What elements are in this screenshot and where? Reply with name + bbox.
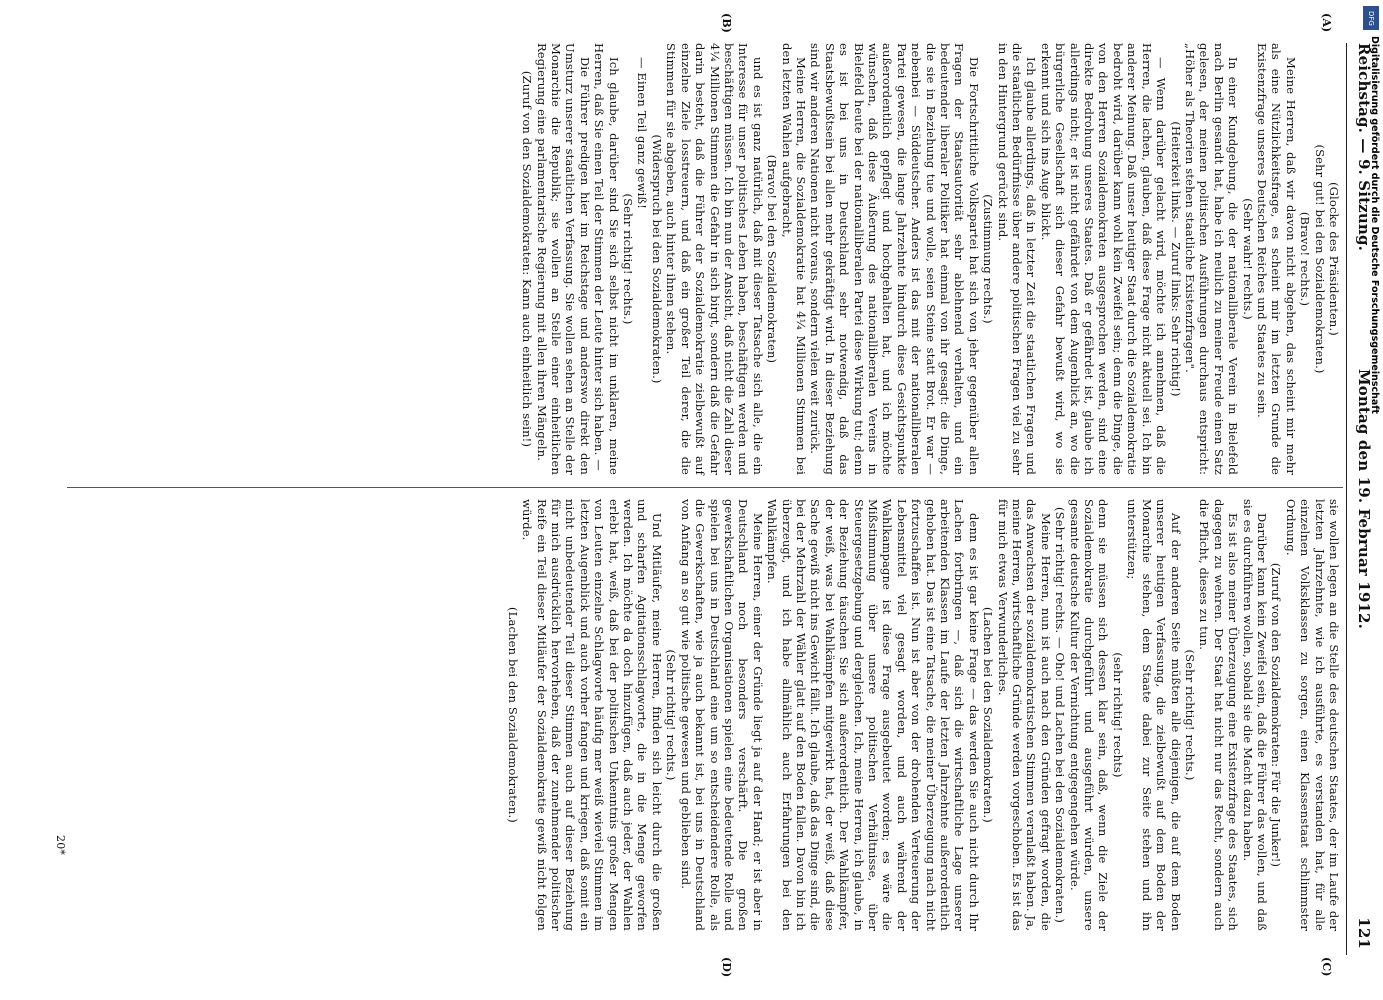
interjection: (Sehr richtig! rechts. — Oho! und Lachen bei den Sozialdemokraten.) bbox=[1053, 506, 1068, 924]
paragraph: Ich glaube, darüber sind Sie sich selbst nicht im unklaren, meine Herren, daß Sie einen Teil der Stimmen der Leute hinter sich haben. — bbox=[592, 43, 621, 475]
paragraph: In einer Kundgebung, die der nationalliberale Verein in Bielefeld nach Berlin gesandt hat, habe ich neulich zu meiner Freude einen Satz gelesen, der meinen politischen Ausführungen durchaus entspricht: „Höher als Theorien stehen staatliche Existenzfragen". bbox=[1182, 43, 1241, 475]
paragraph: Ich glaube allerdings, daß in letzter Zeit die staatlichen Fragen und die staatlichen Bedürfnisse über andere politischen Fragen viel zu sehr in den Hintergrund gerückt sind. bbox=[995, 43, 1039, 475]
interjection: (Sehr gut! bei den Sozialdemokraten.) bbox=[1312, 144, 1327, 374]
header-rule bbox=[1346, 43, 1347, 955]
paragraph: Die Fortschrittliche Volkspartei hat sich von jeher gegenüber allen Fragen der Staatsautorität sehr ablehnend verhalten, und ein bedeutender liberaler Politiker hat einmal von ihr gesagt: die Dinge, die sie in Beziehung tue und wolle, seien Steine statt Brot. Er war — nebenbei — Süddeutscher. Anders ist das mit der nationalliberalen Partei gewesen, die lange Jahrzehnte hindurch diese Gesichtspunkte außerordentlich gepflegt und hochgehalten hat, und ich möchte wünschen, daß diese Äußerung des nationalliberalen Vereins in Bielefeld heute bei der nationalliberalen Partei diese Wirkung tut; denn es ist bei uns in Deutschland sehr notwendig, daß das Staatsbewußtsein bei allen mehr gekräftigt wird. In dieser Beziehung sind wir anderen Nationen nicht voraus, sondern vielen weit zurück. bbox=[808, 43, 981, 475]
margin-marker-b: (B) bbox=[720, 13, 733, 34]
header-date: Montag den 19. Februar 1912. bbox=[1355, 368, 1373, 630]
right-column bbox=[67, 499, 1341, 931]
interjection: (Zuruf von den Sozialdemokraten: Kann auch einheitlich sein!) bbox=[520, 70, 535, 448]
paragraph: Meine Herren, einer der Gründe liegt ja auf der Hand; er ist aber in Deutschland noch besonders verschärft. Die großen gewerkschaftlichen Organisationen spielen eine bedeutende Rolle und spielen bei uns in Deutschland eine um so entscheidendere Rolle, als die Gewerkschaften, wie ja auch bekannt ist, bei uns in Deutschland von Anfang an so gut wie politische gewesen und geblieben sind. bbox=[678, 499, 765, 931]
dfg-credit-text: Digitalisierung gefördert durch die Deutsche Forschungsgemeinschaft bbox=[1369, 36, 1380, 414]
interjection: (Lachen bei den Sozialdemokraten.) bbox=[981, 607, 996, 823]
interjection: (Sehr richtig! rechts.) bbox=[1182, 649, 1197, 781]
paragraph: und es ist ganz natürlich, daß mit dieser Tatsache sich alle, die ein Interesse für unser politisches Leben haben, beschäftigen werden und beschäftigen müssen. Ich bin nun der Ansicht, daß nicht die Zahl dieser 4¼ Millionen Stimmen die Gefahr in sich birgt, sondern daß die Gefahr darin besteht, daß die Führer der Sozialdemokratie zielbewußt auf einzelne Ziele losstreuern, und daß ein großer Teil derer, die die Stimmen für sie abgeben, auch hinter ihnen stehen. bbox=[664, 43, 765, 475]
paragraph: Meine Herren, daß wir davon nicht abgehen, das scheint mir mehr als eine Nützlichkeitsfrage, es scheint mir im letzten Grunde die Existenzfrage unseres Deutschen Reiches und Staates zu sein. bbox=[1254, 43, 1298, 475]
left-column bbox=[67, 43, 1341, 475]
footnote-marker: 20* bbox=[54, 835, 68, 855]
paragraph: Und Mitläufer, meine Herren, finden sich leicht durch die großen und scharfen Agitationsschlagworte, die in die Menge geworfen werden. Ich möchte da doch hinzufügen, daß auch jeder, der Wahlen erlebt hat, weiß, daß bei der politischen Unkenntnis großer Mengen von Leuten einzelne Schlagworte häufig mer weiß wieviel Stimmen im letzten Augenblick und auch vorher fangen und kriegen, daß somit ein nicht unbedeutender Teil dieser Stimmen auch auf dieser Beziehung für mich ausdrücklich hervorheben, daß der zunehmender politischer Reife ein Teil dieser Mitläufer der Sozialdemokratie gewiß nicht folgen würde. bbox=[520, 499, 664, 931]
paragraph: — Einen Teil ganz gewiß! bbox=[635, 57, 650, 210]
interjection: (Glocke des Präsidenten.) bbox=[1327, 182, 1341, 336]
paragraph: denn sie müssen sich dessen klar sein, daß, wenn die Ziele der Sozialdemokratie durchgeführt und ausgeführt würden, unsere gesamte deutsche Kultur der Vernichtung entgegengehen würde. bbox=[1067, 499, 1111, 931]
paragraph: Darüber kann kein Zweifel sein, daß die Führer das wollen, und daß sie es durchführen wollen, sobald sie die Macht dazu haben. bbox=[1240, 499, 1269, 931]
paragraph: Es ist also meiner Überzeugung eine Existenzfrage des Staates, sich dagegen zu wehren. Der Staat hat nicht nur das Recht, sondern auch die Pflicht, dieses zu tun. bbox=[1197, 499, 1241, 931]
paragraph: Auf der anderen Seite müßten alle diejenigen, die auf dem Boden unserer heutigen Verfassung, die zielbewußt auf dem Boden der Monarchie stehen, dem Staate dabei zur Seite stehen und ihn unterstützen; bbox=[1125, 499, 1183, 931]
paragraph: denn es ist gar keine Frage — das werden Sie auch nicht durch Ihr Lachen fortbringen —, daß sich die wirtschaftliche Lage unserer arbeitenden Klassen im Laufe der letzten Jahrzehnte außerordentlich gehoben hat. Das ist eine Tatsache, die meiner Überzeugung nach nicht fortzuschaffen ist. Nun ist aber von der drohenden Verteuerung der Lebensmittel viel gesagt worden, und auch während der Wahlkampagne ist diese Frage ausgebeutet worden; es wäre die Mißstimmung über unsere politischen Verhältnisse, über Steuergesetzgebung und dergleichen. Ich, meine Herren, ich glaube, in der Beziehung täuschen Sie sich außerordentlich. Der Wahlkämpfer, der weiß, was bei Wahlkämpfen mitgewirkt hat, der weiß, daß diese Sache gewiß nicht ins Gewicht fällt. Ich glaube, daß das Dinge sind, die bei der Mehrzahl der Wähler glatt auf den Boden fallen. Davon bin ich überzeugt, und ich habe allmählich auch Erfahrungen bei den Wahlkämpfen. bbox=[765, 499, 981, 931]
interjection: (Sehr richtig! rechts.) bbox=[664, 649, 679, 781]
interjection: (Zuruf von den Sozialdemokraten: Für die Junker!) bbox=[1269, 562, 1284, 868]
interjection: (Heiterkeit links. — Zuruf links: Sehr richtig!) bbox=[1168, 121, 1183, 397]
margin-marker-c: (C) bbox=[1320, 957, 1333, 977]
paragraph: sie wollen legen an die Stelle des deutschen Staates, der im Laufe der letzten Jahrzehnte, wie ich ausführte, es verstanden hat, für alle einzelnen Volksklassen zu sorgen, einen Klassenstaat schlimmster Ordnung. bbox=[1283, 499, 1341, 931]
dfg-sidebar bbox=[1355, 0, 1383, 1000]
interjection: (Bravo! rechts.) bbox=[1298, 211, 1313, 307]
interjection: (Sehr wahr! rechts.) bbox=[1240, 198, 1255, 320]
paragraph: Meine Herren, nun ist auch nach den Gründen gefragt worden, die das Anwachsen der sozialdemokratischen Stimmen veranlaßt haben. Ja, meine Herren, wirtschaftliche Gründe werden vorgeschoben. Es ist das für mich etwas Verwunderliches. bbox=[995, 499, 1053, 931]
paragraph: Die Führer predigen hier im Reichstage und anderswo direkt den Umsturz unserer staatlichen Verfassung. Sie wollen sehen an Stelle der Monarchie die Republik; sie wollen an Stelle einer einheitlichen Regierung eine parlamentarische Regierung mit allen ihren Mängeln. bbox=[534, 43, 592, 475]
header-left: Reichstag. — 9. Sitzung. bbox=[1355, 43, 1373, 251]
dfg-logo: DFG bbox=[1363, 6, 1379, 30]
column-divider bbox=[67, 487, 1343, 488]
interjection: (Zustimmung rechts.) bbox=[981, 194, 996, 324]
interjection: (sehr richtig! rechts) bbox=[1110, 652, 1125, 778]
interjection: (Sehr richtig! rechts.) bbox=[621, 193, 636, 325]
paragraph: — Wenn darüber gelacht wird, möchte ich annehmen, daß die Herren, die lachen, glauben, daß diese Frage nicht aktuell sei. Ich bin anderer Meinung. Daß unser heutiger Staat durch die Sozialdemokratie bedroht wird, darüber kann wohl kein Zweifel sein; denn die Dinge, die von den Herren Sozialdemokraten ausgesprochen werden, sind eine direkte Bedrohung unseres Staates. Daß er gefährdet ist, glaube ich allerdings nicht; er ist nicht gefährdet von dem Augenblick an, wo die bürgerliche Gesellschaft sich dieser Gefahr bewußt wird, wo sie erkennt und sich ins Auge blickt. bbox=[1038, 43, 1169, 475]
interjection: (Widerspruch bei den Sozialdemokraten.) bbox=[649, 134, 664, 384]
page-number: 121 bbox=[1355, 917, 1373, 949]
interjection: (Bravo! bei den Sozialdemokraten) bbox=[765, 154, 780, 364]
interjection: (Lachen bei den Sozialdemokraten.) bbox=[505, 607, 520, 823]
paragraph: Meine Herren, die Sozialdemokratie hat 4¼ Millionen Stimmen bei den letzten Wahlen aufgebracht, bbox=[779, 43, 808, 475]
margin-marker-d: (D) bbox=[720, 957, 733, 978]
margin-marker-a: (A) bbox=[1320, 13, 1333, 33]
